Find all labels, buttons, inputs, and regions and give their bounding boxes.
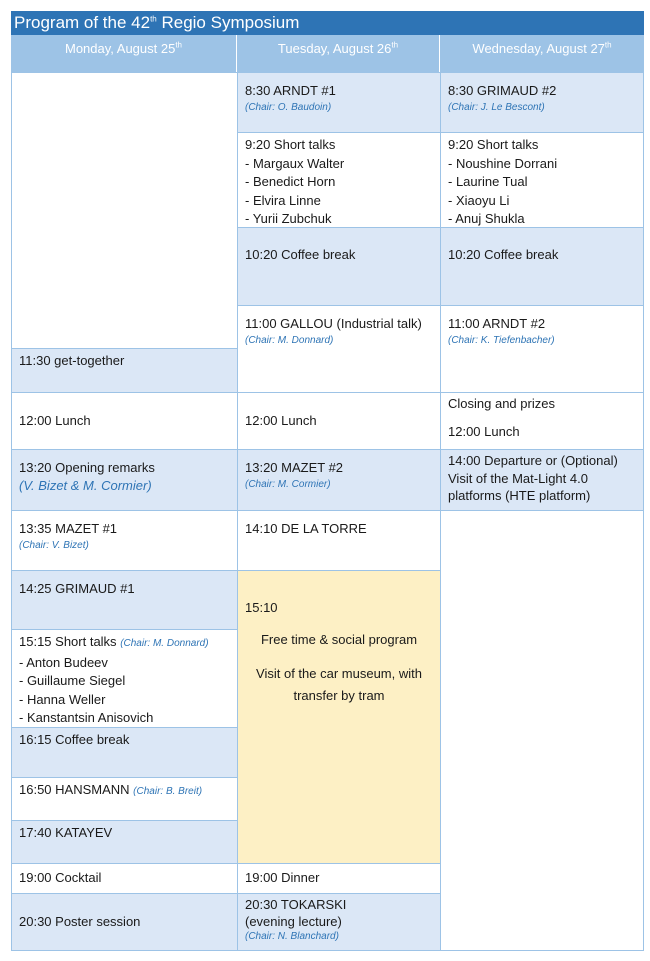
list-item: - Laurine Tual bbox=[448, 174, 528, 189]
header-wednesday: Wednesday, August 27th bbox=[440, 35, 644, 72]
wednesday-departure: 14:00 Departure or (Optional) Visit of the Mat-Light 4.0 platforms (HTE platform) bbox=[440, 449, 644, 511]
wednesday-arndt2: 11:00 ARNDT #2 (Chair: K. Tiefenbacher) bbox=[440, 305, 644, 393]
list-item: - Xiaoyu Li bbox=[448, 192, 510, 208]
list-item: - Anuj Shukla bbox=[448, 211, 525, 226]
list-item: - Kanstantsin Anisovich bbox=[19, 710, 154, 725]
wednesday-coffee: 10:20 Coffee break bbox=[440, 227, 644, 306]
tuesday-gallou: 11:00 GALLOU (Industrial talk) (Chair: M. Donnard) bbox=[237, 305, 441, 393]
list-item: - Hanna Weller bbox=[19, 691, 106, 707]
monday-katayev: 17:40 KATAYEV bbox=[11, 820, 238, 864]
monday-hansmann: 16:50 HANSMANN (Chair: B. Breit) bbox=[11, 777, 238, 821]
tuesday-free-time: 15:10 Free time & social program Visit of the car museum, with transfer by tram bbox=[237, 570, 441, 864]
list-item: - Yurii Zubchuk bbox=[245, 211, 332, 226]
tuesday-tokarski: 20:30 TOKARSKI (evening lecture) (Chair: N. Blanchard) bbox=[237, 893, 441, 951]
wednesday-closing-lunch: Closing and prizes 12:00 Lunch bbox=[440, 392, 644, 450]
tuesday-lunch: 12:00 Lunch bbox=[237, 392, 441, 450]
tuesday-shorttalks: 9:20 Short talks - Margaux Walter - Benedict Horn - Elvira Linne - Yurii Zubchuk bbox=[237, 132, 441, 228]
tuesday-delatorre: 14:10 DE LA TORRE bbox=[237, 510, 441, 571]
monday-coffee: 16:15 Coffee break bbox=[11, 727, 238, 778]
monday-poster: 20:30 Poster session bbox=[11, 893, 238, 951]
monday-mazet1: 13:35 MAZET #1 (Chair: V. Bizet) bbox=[11, 510, 238, 571]
page-title: Program of the 42th Regio Symposium bbox=[11, 11, 644, 35]
wednesday-grimaud2: 8:30 GRIMAUD #2 (Chair: J. Le Bescont) bbox=[440, 72, 644, 133]
monday-grimaud1: 14:25 GRIMAUD #1 bbox=[11, 570, 238, 630]
list-item: - Guillaume Siegel bbox=[19, 673, 126, 688]
monday-lunch: 12:00 Lunch bbox=[11, 392, 238, 450]
list-item: - Anton Budeev bbox=[19, 654, 108, 670]
monday-cocktail: 19:00 Cocktail bbox=[11, 863, 238, 894]
monday-opening: 13:20 Opening remarks (V. Bizet & M. Cormier) bbox=[11, 449, 238, 511]
tuesday-mazet2: 13:20 MAZET #2 (Chair: M. Cormier) bbox=[237, 449, 441, 511]
monday-gettogether: 11:30 get-together bbox=[11, 348, 238, 393]
list-item: - Noushine Dorrani bbox=[448, 155, 558, 171]
header-tuesday: Tuesday, August 26th bbox=[237, 35, 440, 72]
tuesday-dinner: 19:00 Dinner bbox=[237, 863, 441, 894]
wednesday-shorttalks: 9:20 Short talks - Noushine Dorrani - Laurine Tual - Xiaoyu Li - Anuj Shukla bbox=[440, 132, 644, 228]
wednesday-empty-afternoon bbox=[440, 510, 644, 951]
monday-shorttalks: 15:15 Short talks (Chair: M. Donnard) - Anton Budeev - Guillaume Siegel - Hanna Weller - Kanstantsin Anisovich bbox=[11, 629, 238, 728]
tuesday-arndt1: 8:30 ARNDT #1 (Chair: O. Baudoin) bbox=[237, 72, 441, 133]
monday-empty-morning bbox=[11, 72, 238, 349]
list-item: - Elvira Linne bbox=[245, 192, 321, 208]
header-monday: Monday, August 25th bbox=[11, 35, 237, 72]
list-item: - Benedict Horn bbox=[245, 174, 336, 189]
tuesday-coffee: 10:20 Coffee break bbox=[237, 227, 441, 306]
list-item: - Margaux Walter bbox=[245, 155, 345, 171]
title-superscript: th bbox=[150, 14, 157, 24]
